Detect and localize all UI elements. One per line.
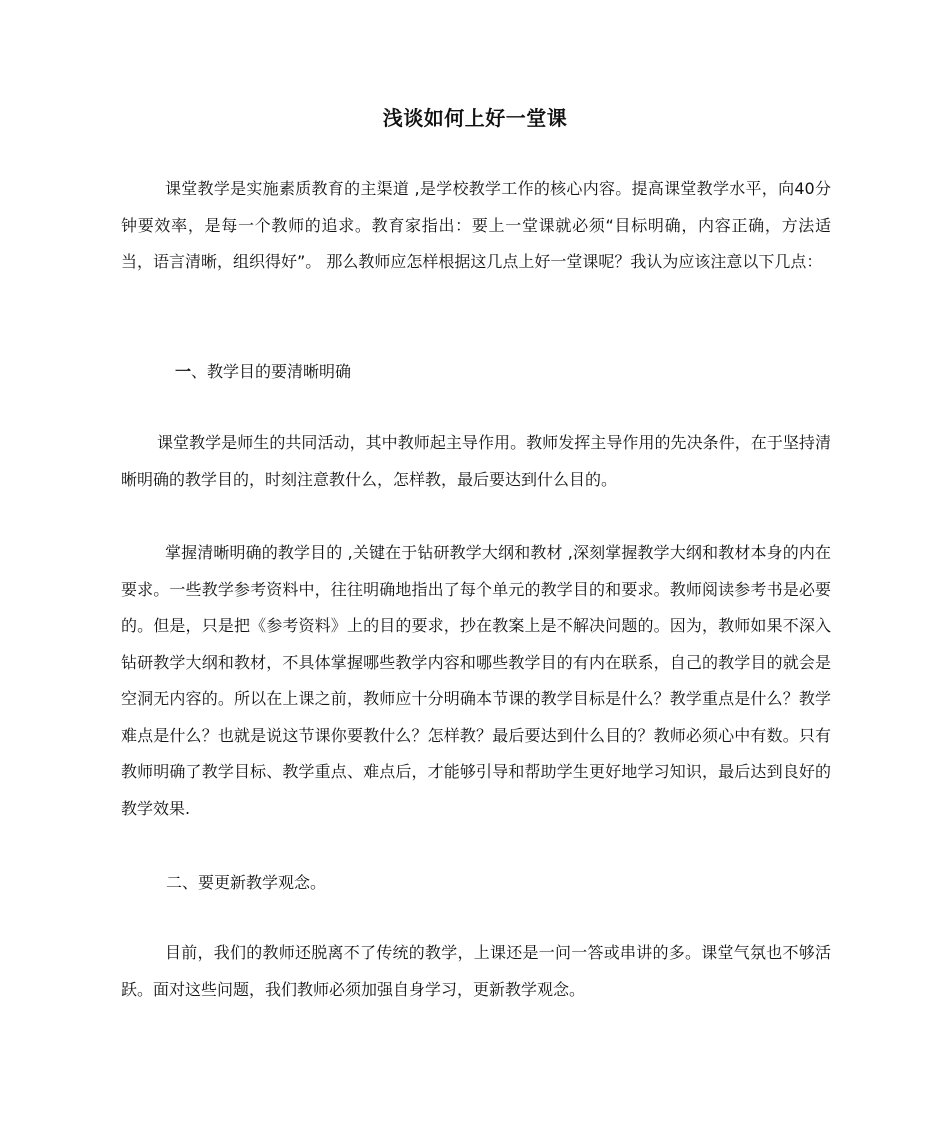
section-heading-2: 二、要更新教学观念。	[166, 873, 327, 892]
section-heading-1-number: 一	[175, 362, 192, 381]
section-1-paragraph-2: 掌握清晰明确的教学目的 ,关键在于钻研教学大纲和教材 ,深刻掌握教学大纲和教材本身的内在要求。一些教学参考资料中，往往明确地指出了每个单元的教学目的和要求。教师阅读参考书是必要的。但是，只是把《参考资料》上的目的要求，抄在教案上是不解决问题的。因为，教师如果不深入钻研教学大纲和教材，不具体掌握哪些教学内容和哪些教学目的有内在联系，自己的教学目的就会是空洞无内容的。所以在上课之前，教师应十分明确本节课的教学目标是什么？教学重点是什么？教学难点是什么？也就是说这节课你要教什么？怎样教？最后要达到什么目的？教师必须心中有数。只有教师明确了教学目标、教学重点、难点后，才能够引导和帮助学生更好地学习知识，最后达到良好的教学效果.	[121, 543, 831, 818]
section-2-paragraph-1: 目前，我们的教师还脱离不了传统的教学，上课还是一问一答或串讲的多。课堂气氛也不够活跃。面对这些问题，我们教师必须加强自身学习，更新教学观念。	[121, 943, 831, 999]
section-1-paragraph-1: 课堂教学是师生的共同活动，其中教师起主导作用。教师发挥主导作用的先决条件，在于坚持清晰明确的教学目的，时刻注意教什么，怎样教，最后要达到什么目的。	[121, 433, 831, 489]
intro-paragraph: 课堂教学是实施素质教育的主渠道 ,是学校教学工作的核心内容。提高课堂教学水平，向40分钟要效率，是每一个教师的追求。教育家指出：要上一堂课就必须“目标明确，内容正确，方法适当，语言清晰，组织得好”。 那么教师应怎样根据这几点上好一堂课呢？我认为应该注意以下几点：	[121, 179, 831, 271]
document-title: 浅谈如何上好一堂课	[382, 106, 568, 131]
section-heading-1	[175, 354, 351, 390]
section-heading-1-text: 、教学目的要清晰明确	[191, 362, 352, 381]
